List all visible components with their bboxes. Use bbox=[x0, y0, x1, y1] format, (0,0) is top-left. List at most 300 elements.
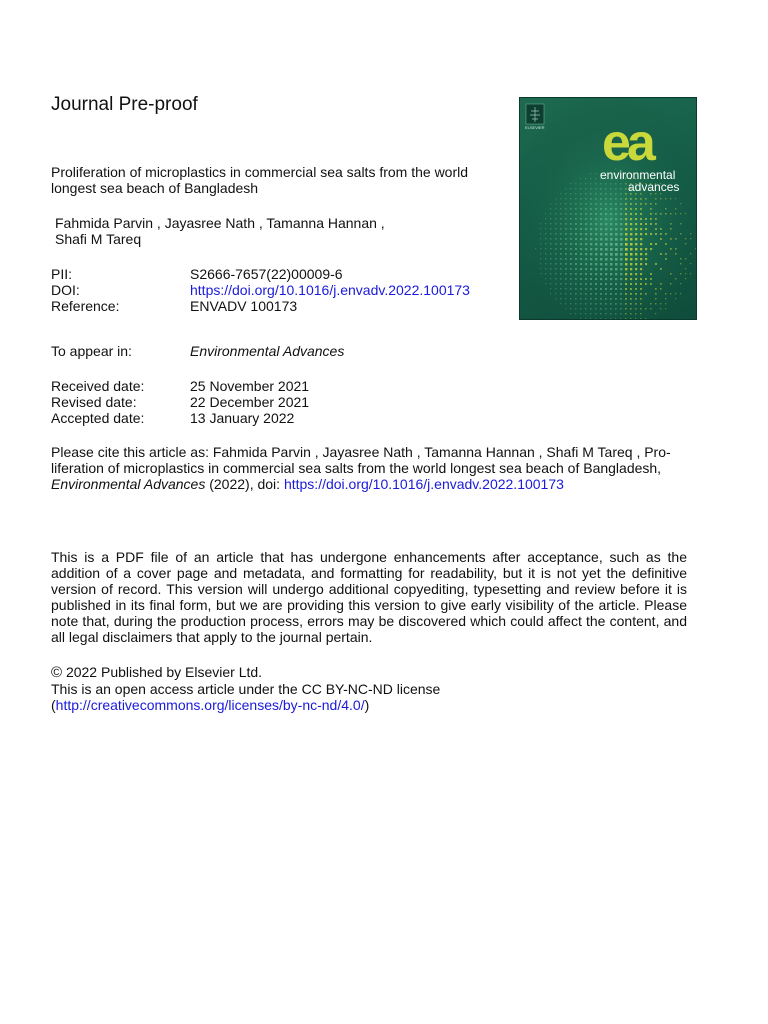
cover-dot bbox=[580, 193, 581, 194]
cover-dot bbox=[570, 308, 571, 309]
cover-dot bbox=[630, 288, 632, 290]
cover-dot bbox=[580, 243, 582, 245]
cover-dot bbox=[630, 283, 632, 285]
cover-dot bbox=[580, 278, 582, 280]
received-date-value: 25 November 2021 bbox=[190, 378, 310, 394]
cover-dot bbox=[570, 298, 571, 299]
cover-dot bbox=[570, 198, 571, 199]
cover-dot bbox=[640, 228, 642, 230]
cover-dot bbox=[630, 238, 632, 240]
cover-dot bbox=[580, 223, 582, 225]
revised-date-value: 22 December 2021 bbox=[190, 394, 310, 410]
cover-dot bbox=[575, 248, 577, 250]
cover-dot bbox=[565, 238, 567, 240]
cover-dot bbox=[570, 223, 572, 225]
cover-dot bbox=[545, 243, 546, 244]
cover-dot bbox=[570, 303, 571, 304]
cover-dot bbox=[560, 193, 561, 194]
cover-dot bbox=[625, 208, 627, 210]
appear-in-label: To appear in: bbox=[51, 343, 132, 359]
cover-dot bbox=[585, 278, 587, 280]
cover-dot bbox=[570, 278, 572, 280]
cover-dot bbox=[585, 253, 587, 255]
cover-dot bbox=[605, 183, 606, 184]
cover-dot bbox=[575, 308, 576, 309]
cover-dot bbox=[560, 208, 561, 209]
cover-dot bbox=[570, 263, 572, 265]
cover-dot bbox=[670, 223, 672, 225]
cover-dot bbox=[605, 278, 607, 280]
cover-dot bbox=[600, 253, 602, 255]
doi-label: DOI: bbox=[51, 282, 80, 298]
revised-date-label: Revised date: bbox=[51, 394, 137, 410]
cover-dot bbox=[620, 248, 623, 251]
cover-dot bbox=[580, 203, 582, 205]
cover-dot bbox=[625, 218, 627, 220]
cover-dot bbox=[600, 248, 603, 251]
cover-dot bbox=[660, 198, 661, 199]
cover-dot bbox=[655, 263, 657, 265]
cover-dot bbox=[540, 258, 541, 259]
cover-dot bbox=[575, 228, 577, 230]
cover-dot bbox=[605, 213, 607, 215]
cover-dot bbox=[610, 283, 612, 285]
cover-ea-logo-icon: ea bbox=[602, 114, 652, 172]
cover-dot bbox=[585, 228, 587, 230]
cover-dot bbox=[635, 228, 637, 230]
cover-dot bbox=[545, 268, 546, 269]
cover-dot bbox=[545, 248, 546, 249]
cover-dot bbox=[630, 243, 632, 245]
cover-dot bbox=[650, 243, 652, 245]
article-title bbox=[51, 164, 491, 196]
cover-dot bbox=[585, 273, 587, 275]
cover-dot bbox=[625, 303, 627, 305]
cover-dot bbox=[605, 293, 607, 295]
cover-dot bbox=[565, 203, 566, 204]
cover-dot bbox=[665, 253, 667, 255]
journal-preproof-header: Journal Pre-proof bbox=[51, 94, 198, 115]
cover-title-line1: environmental bbox=[600, 168, 676, 182]
cover-dot bbox=[600, 273, 602, 275]
cover-dot bbox=[550, 243, 551, 244]
cover-dot bbox=[605, 218, 607, 220]
cover-dot bbox=[625, 273, 627, 275]
cover-dot bbox=[650, 223, 652, 225]
cover-dot bbox=[615, 218, 617, 220]
cover-dot bbox=[565, 303, 566, 304]
cover-dot bbox=[610, 318, 611, 319]
cover-dot bbox=[580, 313, 581, 314]
cover-dot bbox=[535, 248, 536, 249]
cover-dot bbox=[615, 223, 617, 225]
cover-dot bbox=[610, 248, 613, 251]
cover-dot bbox=[565, 253, 567, 255]
cover-dot bbox=[565, 263, 567, 265]
cover-dot bbox=[585, 313, 586, 314]
cover-dot bbox=[625, 263, 627, 265]
cover-dot bbox=[540, 273, 541, 274]
license-url-link[interactable]: http://creativecommons.org/licenses/by-nc-nd/4.0/ bbox=[55, 697, 365, 713]
cover-dot bbox=[575, 258, 577, 260]
cover-dot bbox=[640, 273, 642, 275]
cover-dot bbox=[560, 268, 562, 270]
cover-dot bbox=[560, 228, 562, 230]
cover-dot bbox=[655, 203, 657, 205]
cover-dot bbox=[615, 243, 618, 246]
cover-dot bbox=[620, 293, 622, 295]
cover-dot bbox=[620, 238, 623, 241]
cover-dot bbox=[625, 238, 628, 241]
cover-dot bbox=[610, 223, 612, 225]
cover-dot bbox=[625, 248, 628, 251]
cover-dot bbox=[620, 198, 622, 200]
cover-dot bbox=[615, 238, 618, 241]
cover-dot bbox=[570, 288, 572, 290]
cover-dot bbox=[640, 198, 642, 200]
cover-dot bbox=[635, 233, 637, 235]
cover-dot bbox=[580, 258, 582, 260]
cover-dot bbox=[630, 298, 632, 300]
cover-dot bbox=[615, 273, 617, 275]
cover-dot bbox=[550, 233, 551, 234]
cover-dot bbox=[590, 233, 592, 235]
cover-dot bbox=[585, 208, 587, 210]
cover-dot bbox=[665, 298, 666, 299]
cover-dot bbox=[600, 183, 601, 184]
cover-dot bbox=[540, 228, 541, 229]
cover-dot bbox=[640, 248, 642, 250]
cover-dot bbox=[555, 208, 556, 209]
cover-dot bbox=[610, 263, 612, 265]
cover-dot bbox=[635, 283, 637, 285]
cover-dot bbox=[685, 238, 686, 239]
pii-value: S2666-7657(22)00009-6 bbox=[190, 266, 343, 282]
cover-dot bbox=[540, 238, 541, 239]
cover-dot bbox=[635, 288, 637, 290]
cover-dot bbox=[610, 198, 612, 200]
article-title-line1: Proliferation of microplastics in commercial sea salts from the world bbox=[51, 164, 469, 180]
cover-dot bbox=[640, 318, 641, 319]
cover-dot bbox=[635, 263, 637, 265]
cover-dot bbox=[600, 188, 602, 190]
cover-dot bbox=[570, 283, 572, 285]
cover-dot bbox=[620, 193, 622, 195]
cover-dot bbox=[590, 263, 592, 265]
cover-dot bbox=[580, 298, 582, 300]
cover-dot bbox=[565, 283, 567, 285]
cover-dot bbox=[630, 273, 632, 275]
cover-dot bbox=[550, 223, 551, 224]
cover-dot bbox=[610, 193, 612, 195]
cover-dot bbox=[605, 273, 607, 275]
cover-dot bbox=[590, 288, 592, 290]
cover-dot bbox=[545, 263, 546, 264]
cover-dot bbox=[625, 188, 627, 190]
cover-dot bbox=[640, 298, 642, 300]
cover-dot bbox=[605, 203, 607, 205]
cover-dot bbox=[590, 223, 592, 225]
cover-dot bbox=[620, 283, 622, 285]
cover-dot bbox=[670, 228, 672, 230]
cover-dot bbox=[560, 258, 562, 260]
cover-dot bbox=[540, 233, 541, 234]
cover-dot bbox=[665, 213, 667, 215]
license-url-line bbox=[51, 697, 687, 713]
cover-dot bbox=[585, 258, 587, 260]
cover-dot bbox=[545, 253, 546, 254]
cover-dot bbox=[580, 293, 582, 295]
cover-dot bbox=[610, 233, 612, 235]
cover-dot bbox=[685, 213, 686, 214]
cover-dot bbox=[610, 288, 612, 290]
cover-dot bbox=[590, 273, 592, 275]
cover-dot bbox=[585, 193, 587, 195]
cover-dot bbox=[650, 283, 652, 285]
cover-dot bbox=[575, 198, 577, 200]
cover-dot bbox=[585, 178, 586, 179]
citation-doi-link[interactable]: https://doi.org/10.1016/j.envadv.2022.100173 bbox=[283, 476, 564, 492]
cover-dot bbox=[585, 263, 587, 265]
cover-dot bbox=[620, 218, 622, 220]
cover-dot bbox=[635, 273, 637, 275]
cover-dot bbox=[605, 288, 607, 290]
cover-dot bbox=[660, 308, 661, 309]
cover-dot bbox=[565, 228, 567, 230]
cover-dot bbox=[600, 283, 602, 285]
cover-dot bbox=[605, 253, 608, 256]
cover-dot bbox=[600, 238, 602, 240]
cover-dot bbox=[645, 258, 647, 260]
cover-dot bbox=[635, 213, 637, 215]
cover-dot bbox=[545, 258, 546, 259]
cover-dot bbox=[645, 293, 647, 295]
cover-dot bbox=[575, 268, 577, 270]
cover-dot bbox=[635, 258, 637, 260]
cover-dot bbox=[560, 248, 562, 250]
cover-dot bbox=[660, 283, 662, 285]
license-statement: This is an open access article under the CC BY-NC-ND license bbox=[51, 681, 441, 697]
cover-dot bbox=[565, 233, 567, 235]
cover-dot bbox=[630, 233, 632, 235]
cover-dot bbox=[630, 218, 632, 220]
cover-dot bbox=[590, 298, 592, 300]
cover-dot bbox=[610, 218, 612, 220]
cover-dot bbox=[645, 308, 646, 309]
citation-block bbox=[51, 444, 687, 492]
cover-dot bbox=[550, 283, 551, 284]
cover-dot bbox=[655, 218, 657, 220]
cover-dot bbox=[580, 253, 582, 255]
cover-dot bbox=[580, 308, 581, 309]
cover-dot bbox=[665, 308, 666, 309]
cover-dot bbox=[650, 203, 652, 205]
cover-dot bbox=[650, 218, 652, 220]
cover-dot bbox=[625, 283, 627, 285]
cover-dot bbox=[610, 238, 613, 241]
cover-dot bbox=[585, 218, 587, 220]
cover-dot bbox=[555, 288, 556, 289]
cover-dot bbox=[600, 203, 602, 205]
cover-dot bbox=[620, 208, 622, 210]
cover-dot bbox=[565, 243, 567, 245]
cover-dot bbox=[690, 233, 691, 234]
cover-dot bbox=[580, 283, 582, 285]
cover-dot bbox=[595, 293, 597, 295]
cover-dot bbox=[600, 258, 602, 260]
cover-dot bbox=[615, 308, 617, 310]
cover-dot bbox=[665, 233, 667, 235]
cover-dot bbox=[545, 278, 546, 279]
cover-dot bbox=[680, 283, 681, 284]
cover-dot bbox=[555, 263, 557, 265]
cover-dot bbox=[590, 268, 592, 270]
cover-dot bbox=[590, 303, 592, 305]
cover-dot bbox=[600, 288, 602, 290]
cover-dot bbox=[635, 318, 636, 319]
cover-dot bbox=[600, 233, 602, 235]
cover-dot bbox=[625, 203, 627, 205]
cover-dot bbox=[645, 283, 647, 285]
cover-dot bbox=[645, 263, 647, 265]
cover-dot bbox=[605, 238, 608, 241]
cover-dot bbox=[605, 303, 607, 305]
cover-dot bbox=[565, 218, 567, 220]
cover-dot bbox=[565, 213, 567, 215]
cover-dot bbox=[625, 183, 626, 184]
cover-dot bbox=[555, 233, 557, 235]
cover-dot bbox=[575, 183, 576, 184]
author-list bbox=[55, 215, 435, 247]
cover-dot bbox=[555, 248, 557, 250]
cover-dot bbox=[675, 213, 676, 214]
cover-dot bbox=[620, 253, 623, 256]
cover-dot bbox=[615, 253, 618, 256]
cover-dot bbox=[545, 238, 546, 239]
cover-dot bbox=[635, 198, 637, 200]
cover-dot bbox=[585, 298, 587, 300]
cover-dot bbox=[580, 188, 581, 189]
cover-dot bbox=[650, 213, 652, 215]
doi-link[interactable]: https://doi.org/10.1016/j.envadv.2022.100173 bbox=[190, 282, 470, 298]
cover-dot bbox=[550, 263, 551, 264]
cover-dot bbox=[625, 313, 626, 314]
cover-dot bbox=[585, 233, 587, 235]
cover-dot bbox=[695, 248, 696, 249]
cover-dot bbox=[575, 213, 577, 215]
cover-dot bbox=[615, 298, 617, 300]
cover-dot bbox=[580, 268, 582, 270]
cover-dot bbox=[560, 253, 562, 255]
cover-dot bbox=[650, 248, 652, 250]
cover-dot bbox=[545, 273, 546, 274]
cover-dot bbox=[620, 268, 622, 270]
cover-dot bbox=[560, 223, 562, 225]
cover-dot bbox=[595, 313, 596, 314]
cover-dot bbox=[640, 208, 642, 210]
cover-dot bbox=[670, 283, 671, 284]
cover-dot bbox=[580, 183, 581, 184]
cover-dot bbox=[575, 288, 577, 290]
citation-line3 bbox=[51, 476, 687, 492]
cover-dot bbox=[655, 198, 657, 200]
cover-dot bbox=[655, 313, 656, 314]
cover-dot bbox=[600, 208, 602, 210]
cover-dot bbox=[595, 263, 597, 265]
cover-dot bbox=[635, 298, 637, 300]
cover-dot bbox=[635, 248, 637, 250]
cover-dot bbox=[545, 218, 546, 219]
cover-dot bbox=[635, 218, 637, 220]
cover-dot bbox=[595, 318, 596, 319]
cover-dot bbox=[590, 243, 592, 245]
cover-dot bbox=[640, 218, 642, 220]
license-block bbox=[51, 664, 687, 713]
cover-dot bbox=[570, 238, 572, 240]
cover-dot bbox=[670, 238, 672, 240]
authors-line2: Shafi M Tareq bbox=[55, 231, 142, 247]
cover-dot bbox=[575, 238, 577, 240]
cover-dot bbox=[605, 308, 607, 310]
cover-dot bbox=[615, 233, 618, 236]
cover-dot bbox=[565, 278, 567, 280]
cover-dot bbox=[540, 248, 541, 249]
cover-dot bbox=[630, 228, 632, 230]
cover-dot bbox=[590, 188, 592, 190]
cover-dot bbox=[635, 303, 637, 305]
cover-dot bbox=[590, 248, 592, 250]
cover-dot bbox=[550, 288, 551, 289]
cover-dot bbox=[570, 188, 571, 189]
cover-dot bbox=[665, 258, 667, 260]
cover-dot bbox=[690, 253, 691, 254]
cover-dot bbox=[600, 198, 602, 200]
cover-dot bbox=[680, 293, 681, 294]
cover-dot bbox=[635, 308, 637, 310]
cover-dot bbox=[595, 253, 597, 255]
copyright-text: 2022 Published by Elsevier Ltd. bbox=[62, 664, 263, 680]
cover-dot bbox=[555, 278, 556, 279]
cover-dot bbox=[555, 218, 556, 219]
cover-dot bbox=[630, 223, 632, 225]
cover-dot bbox=[645, 248, 647, 250]
cover-dot bbox=[620, 188, 622, 190]
cover-dot bbox=[565, 188, 566, 189]
cover-dot bbox=[585, 283, 587, 285]
cover-dot bbox=[625, 213, 627, 215]
cover-dot bbox=[610, 303, 612, 305]
cover-dot bbox=[600, 263, 602, 265]
cover-dot bbox=[620, 223, 622, 225]
cover-dot bbox=[620, 288, 622, 290]
cover-dot bbox=[630, 208, 632, 210]
cover-dot bbox=[625, 318, 626, 319]
cover-dot bbox=[575, 193, 576, 194]
cover-dot bbox=[580, 288, 582, 290]
cover-dot bbox=[625, 223, 627, 225]
cover-title-line2: advances bbox=[628, 180, 680, 194]
cover-dot bbox=[565, 273, 567, 275]
cover-dot bbox=[580, 198, 582, 200]
cover-dot bbox=[640, 278, 642, 280]
citation-line1: Please cite this article as: Fahmida Parvin , Jayasree Nath , Tamanna Hannan , Shafi M Tareq , Pro- bbox=[51, 444, 671, 460]
cover-dot bbox=[540, 268, 541, 269]
cover-dot bbox=[590, 198, 592, 200]
cover-publisher: ELSEVIER bbox=[525, 125, 545, 130]
cover-dot bbox=[610, 268, 612, 270]
cover-dot bbox=[585, 318, 586, 319]
cover-dot bbox=[555, 228, 557, 230]
